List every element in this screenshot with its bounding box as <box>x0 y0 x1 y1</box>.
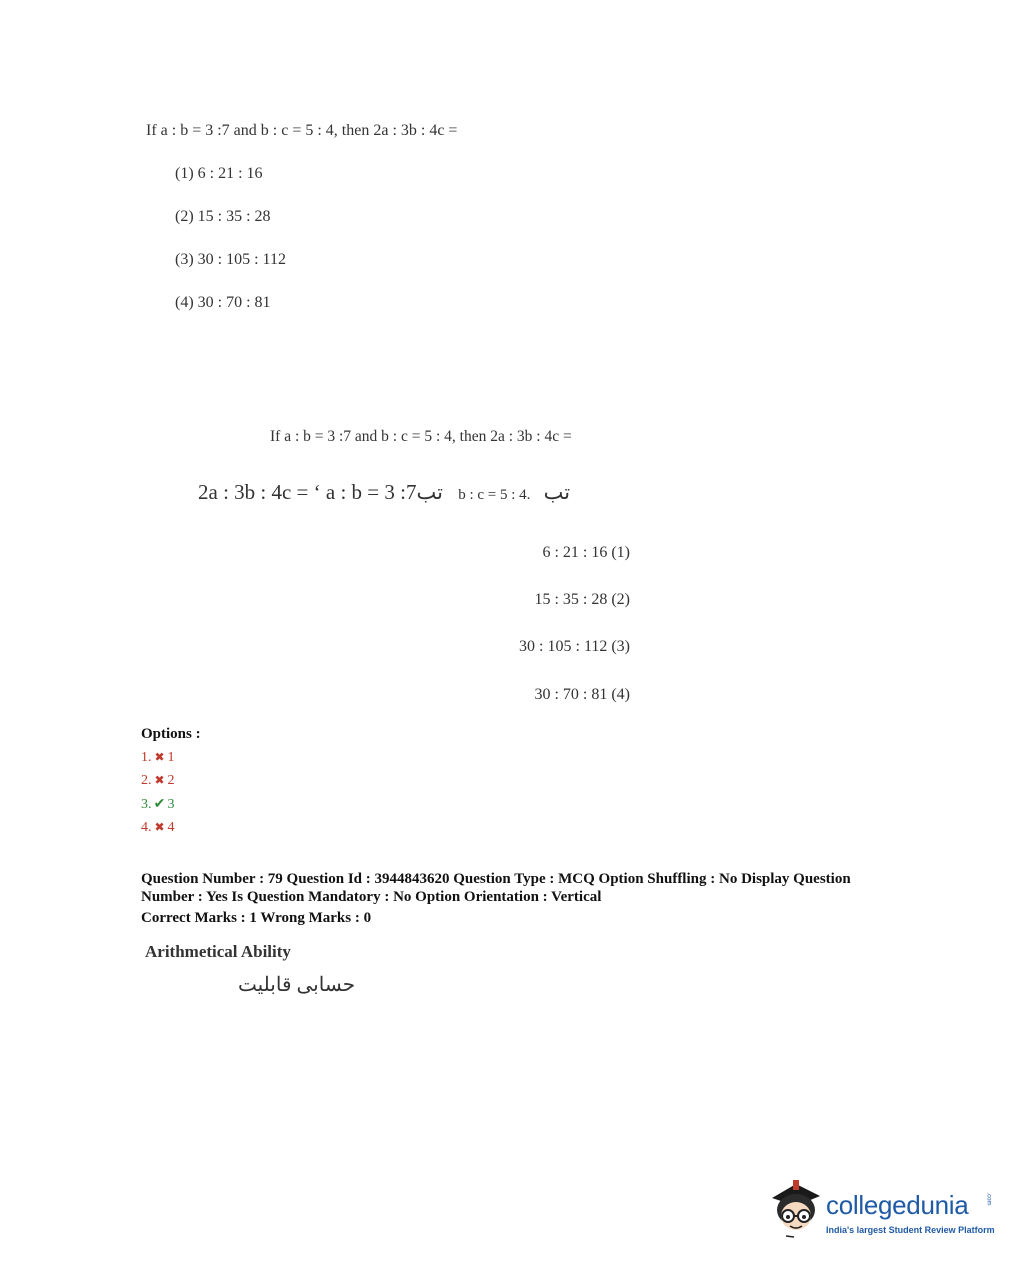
urdu-word-tab-2: تب <box>543 480 571 504</box>
option-3: (3) 30 : 105 : 112 <box>175 251 286 268</box>
answer-value: 2 <box>167 773 175 788</box>
answer-number: 3. <box>141 797 152 812</box>
section-title-urdu: حسابی قابلیت <box>238 974 356 996</box>
urdu-option-3: 30 : 105 : 112 (3) <box>519 638 630 655</box>
urdu-question-part2: b : c = 5 : 4. <box>458 487 531 503</box>
cross-icon: ✖ <box>154 820 165 834</box>
answer-option-3 <box>141 796 175 813</box>
urdu-word-tab-1: تب <box>416 480 443 504</box>
options-label: Options : <box>141 726 201 742</box>
section-title: Arithmetical Ability <box>145 942 291 961</box>
logo-suffix: .com <box>985 1192 992 1206</box>
option-4: (4) 30 : 70 : 81 <box>175 294 271 311</box>
cross-icon: ✖ <box>154 773 165 787</box>
answer-number: 1. <box>141 750 152 765</box>
answer-number: 4. <box>141 820 152 835</box>
logo-wordmark: collegedunia <box>826 1190 969 1220</box>
question-meta-line-1: Question Number : 79 Question Id : 3944843620 Question Type : MCQ Option Shuffling : No Display Question <box>141 871 851 887</box>
answer-option-4 <box>141 820 175 836</box>
urdu-option-4: 30 : 70 : 81 (4) <box>534 686 630 703</box>
urdu-option-1: 6 : 21 : 16 (1) <box>542 544 630 561</box>
answer-option-2 <box>141 773 175 789</box>
answer-value: 3 <box>167 797 175 812</box>
option-2: (2) 15 : 35 : 28 <box>175 208 271 225</box>
cross-icon: ✖ <box>154 750 165 764</box>
urdu-question-english-line: If a : b = 3 :7 and b : c = 5 : 4, then 2a : 3b : 4c = <box>270 428 572 445</box>
logo-tagline: India's largest Student Review Platform <box>826 1225 995 1235</box>
question-marks: Correct Marks : 1 Wrong Marks : 0 <box>141 910 372 926</box>
urdu-question-line <box>198 480 570 505</box>
answer-value: 1 <box>167 750 175 765</box>
collegedunia-logo <box>766 1176 996 1248</box>
question-meta-line-2: Number : Yes Is Question Mandatory : No Option Orientation : Vertical <box>141 889 602 905</box>
urdu-option-2: 15 : 35 : 28 (2) <box>534 591 630 608</box>
answer-number: 2. <box>141 773 152 788</box>
option-1: (1) 6 : 21 : 16 <box>175 165 263 182</box>
question-text: If a : b = 3 :7 and b : c = 5 : 4, then 2a : 3b : 4c = <box>146 122 458 139</box>
check-icon: ✔ <box>153 797 166 812</box>
answer-option-1 <box>141 750 175 766</box>
answer-value: 4 <box>167 820 175 835</box>
mascot-icon <box>766 1176 826 1240</box>
urdu-question-part1: 2a : 3b : 4c = ‘ a : b = 3 :7 <box>198 480 417 504</box>
